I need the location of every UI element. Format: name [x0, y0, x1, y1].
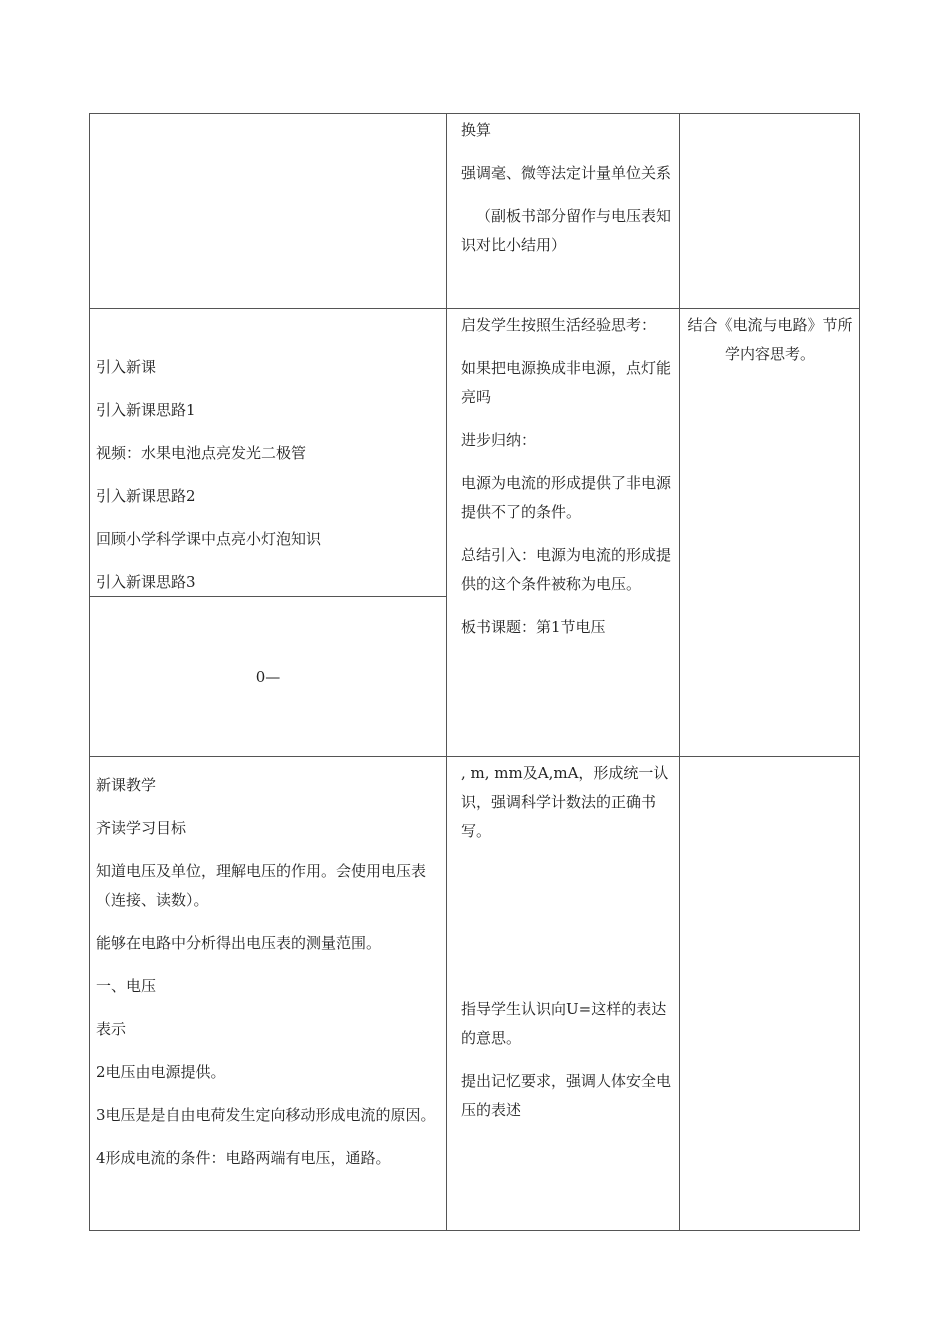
row1-col2-line: （副板书部分留作与电压表知识对比小结用）: [461, 207, 672, 254]
row3-col2-top-cell: [461, 759, 675, 860]
lesson-plan-table: [89, 113, 860, 1231]
row2-col1-line: 引入新课思路1: [96, 401, 196, 419]
row3-col1-cell: [96, 771, 441, 1187]
row3-col2-line: 指导学生认识向U=这样的表达的意思。: [461, 1000, 667, 1047]
row2-col2-cell: [461, 311, 675, 656]
row3-col1-line: 一、电压: [96, 977, 157, 995]
row3-col1-line: 4形成电流的条件：电路两端有电压，通路。: [96, 1149, 391, 1167]
row2-col2-line: 进步归纳：: [461, 431, 537, 449]
row3-col1-line: 新课教学: [96, 776, 157, 794]
column-divider-2: [679, 113, 680, 1231]
table-border-right: [859, 113, 860, 1231]
table-border-top: [89, 113, 860, 114]
row3-col2-line: , m, mm及A,mA，形成统一认识，强调科学计数法的正确书写。: [461, 764, 669, 840]
table-border-bottom: [89, 1230, 860, 1231]
row3-col2-line: 提出记忆要求，强调人体安全电压的表述: [461, 1072, 672, 1119]
row2-col1-line: 引入新课思路2: [96, 487, 196, 505]
row2-col2-line: 启发学生按照生活经验思考：: [461, 316, 657, 334]
row2-col2-line: 如果把电源换成非电源，点灯能亮吗: [461, 359, 672, 406]
row-divider-2: [89, 756, 860, 757]
row3-col1-line: 2电压由电源提供。: [96, 1063, 226, 1081]
row2-col2-line: 电源为电流的形成提供了非电源提供不了的条件。: [461, 474, 672, 521]
row2-col3-cell: [685, 311, 855, 383]
row2-col1-line: 引入新课: [96, 358, 157, 376]
row3-col1-line: 能够在电路中分析得出电压表的测量范围。: [96, 934, 382, 952]
row3-col1-line: 表示: [96, 1020, 127, 1038]
row2-col1-cell: [96, 353, 441, 611]
row2-col1-line: 视频：水果电池点亮发光二极管: [96, 444, 307, 462]
row1-col2-cell: [461, 116, 675, 274]
row-divider-1: [89, 308, 860, 309]
row2-col3-line: 结合《电流与电路》节所学内容思考。: [687, 316, 853, 363]
row3-col1-line: 知道电压及单位，理解电压的作用。会使用电压表（连接、读数）。: [96, 862, 427, 909]
row2-col2-line: 板书课题：第1节电压: [461, 618, 606, 636]
row3-col1-line: 3电压是是自由电荷发生定向移动形成电流的原因。: [96, 1106, 436, 1124]
row1-col2-line: 换算: [461, 121, 492, 139]
row3-col1-line: 齐读学习目标: [96, 819, 187, 837]
row2-col1-sub-cell: [89, 663, 447, 692]
row2-col1-line: 引入新课思路3: [96, 573, 196, 591]
row1-col2-line: 强调毫、微等法定计量单位关系: [461, 164, 672, 182]
row2-col1-sub-text: 0—: [255, 668, 281, 686]
row2-col2-line: 总结引入：电源为电流的形成提供的这个条件被称为电压。: [461, 546, 672, 593]
row3-col2-bottom-cell: [461, 995, 675, 1139]
row2-col1-line: 回顾小学科学课中点亮小灯泡知识: [96, 530, 322, 548]
